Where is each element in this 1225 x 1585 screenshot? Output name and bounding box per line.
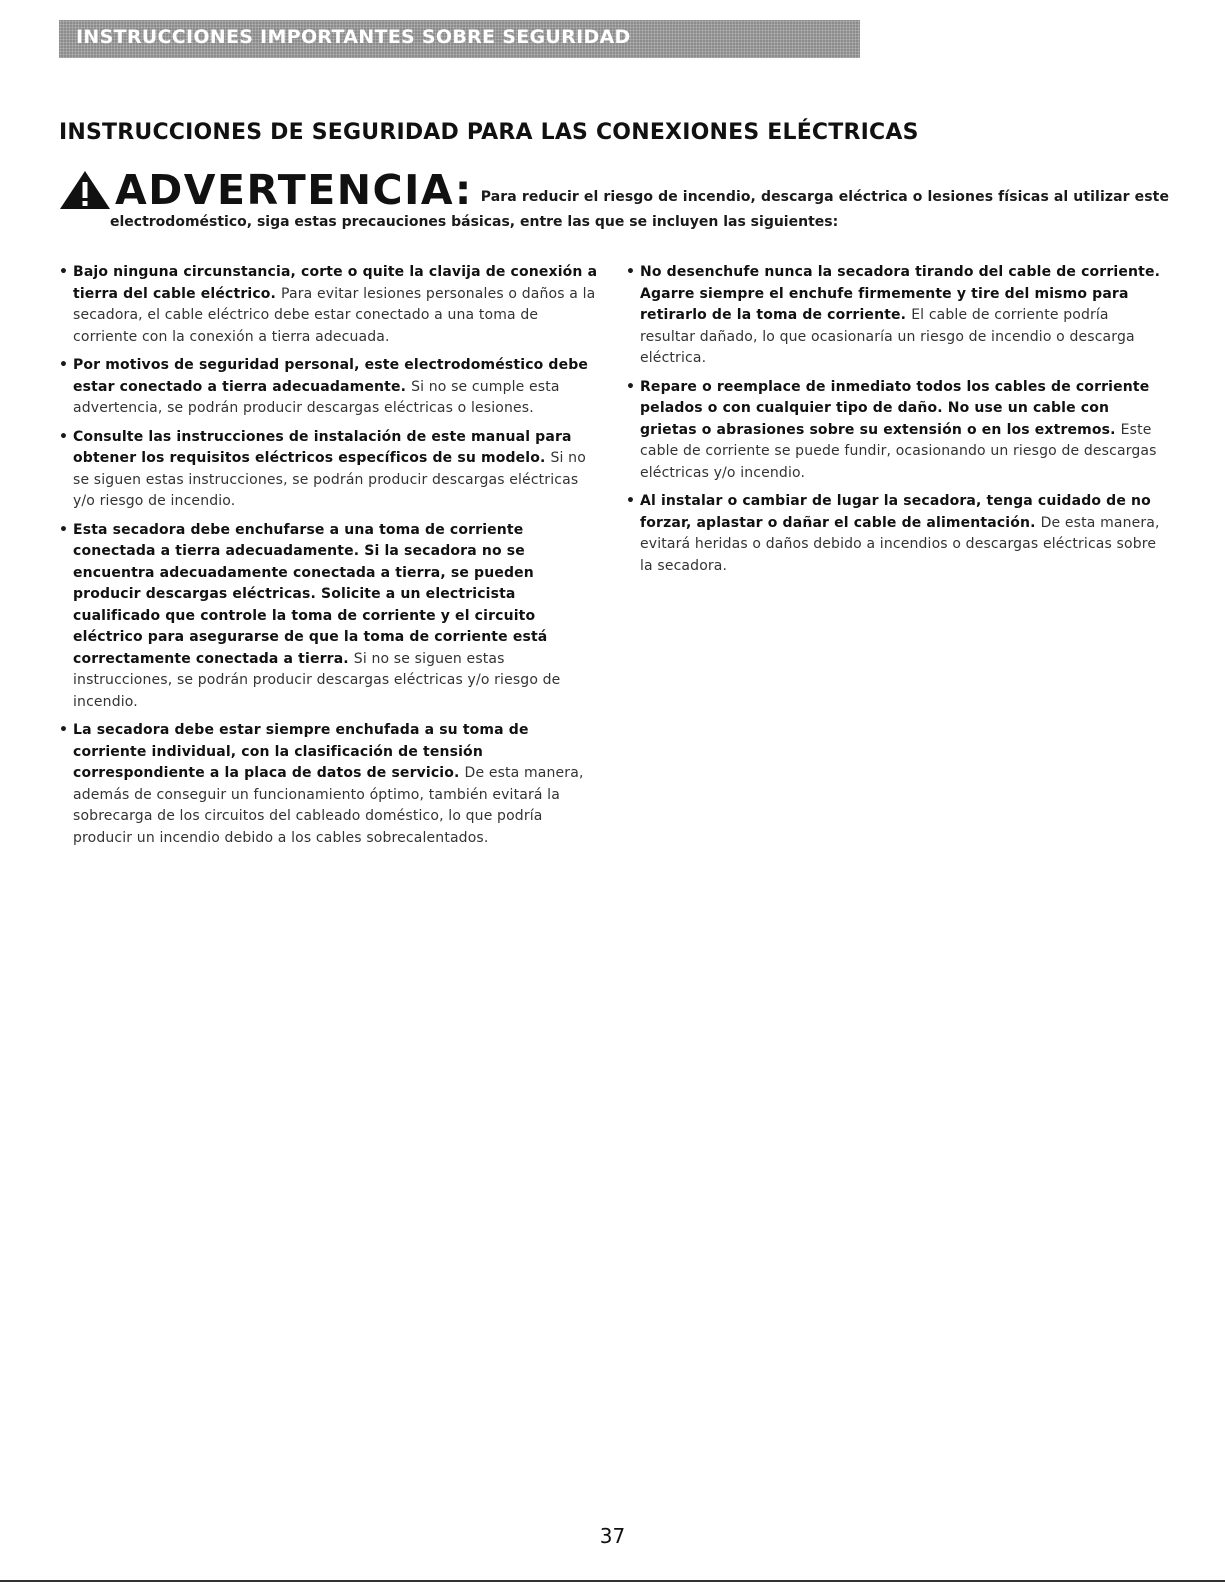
- item-bold-text: Consulte las instrucciones de instalación de este manual para obtener los requisitos eléctricos específicos de su modelo.: [73, 428, 572, 466]
- right-column: [626, 262, 1161, 584]
- item-text: Si no se siguen estas instrucciones, se podrán producir descargas eléctricas y/o riesgo de incendio.: [73, 650, 561, 710]
- item-text: Si no se siguen estas instrucciones, se podrán producir descargas eléctricas y/o riesgo de incendio.: [73, 450, 586, 509]
- left-column: [59, 262, 599, 856]
- list-item: [626, 262, 1161, 370]
- bullet: •: [626, 264, 636, 280]
- item-bold-text: Repare o reemplace de inmediato todos los cables de corriente pelados o con cualquier tipo de daño. No use un cable con grietas o abrasiones sobre su extensión o en los extremos.: [640, 378, 1150, 438]
- item-bold-text: Esta secadora debe enchufarse a una toma de corriente conectada a tierra adecuadamente. Si la secadora no se encuentra adecuadamente conectada a tierra, se pueden producir descargas eléctricas. Solicite a un electricista cualificado que controle la toma de corriente y el circuito eléctrico para asegurarse de que la toma de corriente está correctamente conectada a tierra.: [73, 521, 548, 667]
- bullet: •: [626, 378, 636, 395]
- section-title: INSTRUCCIONES DE SEGURIDAD PARA LAS CONEXIONES ELÉCTRICAS: [59, 120, 919, 145]
- list-item: [59, 262, 599, 348]
- list-item: [59, 427, 599, 513]
- list-item: [59, 355, 599, 420]
- warning-text-line-2: electrodoméstico, siga estas precauciones básicas, entre las que se incluyen las siguientes:: [110, 214, 839, 230]
- bullet: •: [59, 428, 69, 445]
- bullet: •: [59, 722, 69, 738]
- item-text: De esta manera, además de conseguir un funcionamiento óptimo, también evitará la sobrecarga de los circuitos del cableado doméstico, lo que podría producir un incendio debido a los cables sobrecalentados.: [73, 765, 584, 846]
- item-bold-text: Bajo ninguna circunstancia, corte o quite la clavija de conexión a tierra del cable eléctrico.: [73, 264, 598, 302]
- item-text: Para evitar lesiones personales o daños a la secadora, el cable eléctrico debe estar conectado a una toma de corriente con la conexión a tierra adecuada.: [73, 285, 596, 345]
- item-bold-text: La secadora debe estar siempre enchufada a su toma de corriente individual, con la clasificación de tensión correspondiente a la placa de datos de servicio.: [73, 722, 529, 781]
- warning-text-line-1: Para reducir el riesgo de incendio, descarga eléctrica o lesiones físicas al utilizar este: [480, 189, 1170, 205]
- bullet: •: [59, 264, 69, 280]
- item-text: Si no se cumple esta advertencia, se podrán producir descargas eléctricas o lesiones.: [73, 378, 560, 416]
- warning-triangle-icon: [59, 170, 111, 210]
- item-bold-text: Al instalar o cambiar de lugar la secadora, tenga cuidado de no forzar, aplastar o dañar el cable de alimentación.: [640, 493, 1151, 531]
- item-bold-text: No desenchufe nunca la secadora tirando del cable de corriente. Agarre siempre el enchufe firmemente y tire del mismo para retirarlo de la toma de corriente.: [640, 264, 1161, 323]
- warning-label: ADVERTENCIA:: [115, 166, 473, 214]
- item-bold-text: Por motivos de seguridad personal, este electrodoméstico debe estar conectado a tierra adecuadamente.: [73, 357, 589, 395]
- bullet: •: [59, 521, 69, 538]
- header-band-text: INSTRUCCIONES IMPORTANTES SOBRE SEGURIDAD: [76, 26, 631, 48]
- list-item: [59, 720, 599, 849]
- header-band: [59, 20, 860, 58]
- bullet: •: [59, 357, 69, 373]
- list-item: [626, 491, 1161, 577]
- item-text: El cable de corriente podría resultar dañado, lo que ocasionaría un riesgo de incendio o descarga eléctrica.: [640, 307, 1135, 366]
- bullet: •: [626, 493, 636, 509]
- bottom-divider: [0, 1580, 1225, 1582]
- item-text: De esta manera, evitará heridas o daños debido a incendios o descargas eléctricas sobre la secadora.: [640, 514, 1160, 574]
- list-item: [59, 520, 599, 714]
- item-text: Este cable de corriente se puede fundir, ocasionando un riesgo de descargas eléctricas y/o incendio.: [640, 421, 1157, 481]
- list-item: [626, 377, 1161, 485]
- warning-banner: [59, 160, 1170, 214]
- page-number: 37: [599, 1524, 626, 1548]
